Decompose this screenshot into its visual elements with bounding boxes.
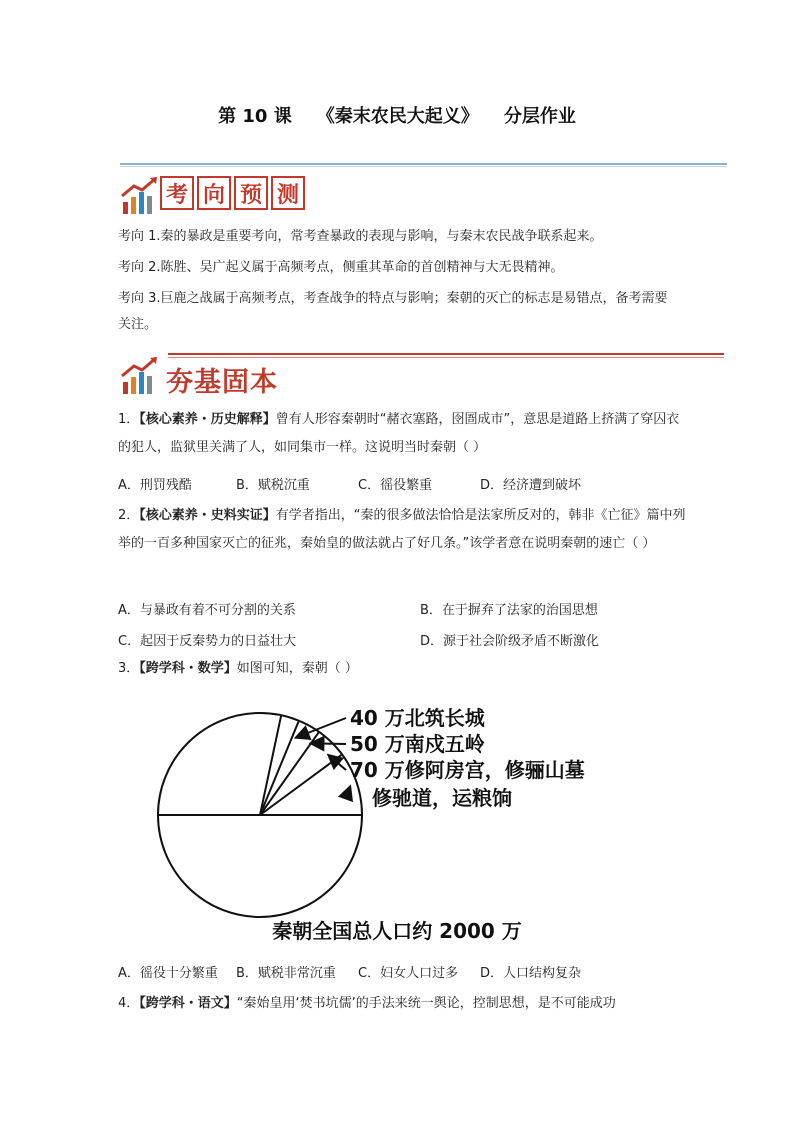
question-stem: 如图可知，秦朝（ ） <box>236 661 358 676</box>
chart-title: 秦朝全国总人口约 2000 万 <box>272 919 522 943</box>
question-number: 1． <box>118 412 140 427</box>
question-2 <box>118 502 688 558</box>
question-3 <box>118 655 688 683</box>
option-d[interactable]: D．人口结构复杂 <box>480 966 582 981</box>
question-tag: 【跨学科・语文】 <box>139 996 237 1011</box>
option-d[interactable]: D．经济遭到破坏 <box>480 478 582 493</box>
question-tag: 【核心素养・历史解释】 <box>139 412 276 427</box>
option-b[interactable]: B．赋税沉重 <box>236 478 310 493</box>
forecast-item: 考向 2.陈胜、吴广起义属于高频考点，侧重其革命的首创精神与大无畏精神。 <box>118 260 564 275</box>
option-a[interactable]: A．徭役十分繁重 <box>118 966 218 981</box>
option-a[interactable]: A．刑罚残酷 <box>118 478 192 493</box>
option-a[interactable]: A．与暴政有着不可分割的关系 <box>118 603 296 618</box>
page-title: 第 10 课 《秦末农民大起义》 分层作业 <box>218 106 576 127</box>
question-stem: “秦始皇用‘焚书坑儒’的手法来统一舆论，控制思想，是不可能成功 <box>236 996 616 1011</box>
slice-label: 40 万北筑长城 <box>350 706 485 730</box>
option-c[interactable]: C．妇女人口过多 <box>358 966 459 981</box>
option-c[interactable]: C．起因于反秦势力的日益壮大 <box>118 634 297 649</box>
slice-label: 70 万修阿房宫，修骊山墓 <box>350 758 585 782</box>
question-number: 4． <box>118 996 140 1011</box>
slice-label: 修驰道，运粮饷 <box>372 786 512 810</box>
question-stem: 有学者指出，“秦的很多做法恰恰是法家所反对的，韩非《亡征》篇中列举的一百多种国家灭亡的征兆，秦始皇的做法就占了好几条。”该学者意在说明秦朝的速亡（ ） <box>118 508 686 551</box>
forecast-item: 考向 1.秦的暴政是重要考向，常考查暴政的表现与影响，与秦末农民战争联系起来。 <box>118 229 603 244</box>
option-b[interactable]: B．在于摒弃了法家的治国思想 <box>420 603 598 618</box>
question-4 <box>118 990 688 1018</box>
bar-chart-logo-icon <box>120 176 160 216</box>
population-pie-chart <box>0 700 794 930</box>
basics-banner: 夯基固本 <box>166 367 278 398</box>
question-tag: 【核心素养・史料实证】 <box>139 508 276 523</box>
question-number: 3． <box>118 661 140 676</box>
title-divider <box>120 163 727 165</box>
section-divider-thin <box>168 357 724 358</box>
section-divider <box>168 353 724 355</box>
slice-arrow <box>312 743 346 744</box>
forecast-item: 考向 3.巨鹿之战属于高频考点，考查战争的特点与影响；秦朝的灭亡的标志是易错点，备考需要关注。 <box>118 291 668 332</box>
question-stem: 曾有人形容秦朝时“赭衣塞路，囹圄成市”，意思是道路上挤满了穿囚衣的犯人，监狱里关满了人，如同集市一样。这说明当时秦朝（ ） <box>118 412 680 455</box>
bar-chart-logo-icon <box>120 356 160 396</box>
question-number: 2． <box>118 508 140 523</box>
slice-label: 50 万南戍五岭 <box>350 732 485 756</box>
banner-char: 测 <box>271 176 305 210</box>
slice-arrow <box>346 788 350 798</box>
banner-char: 考 <box>160 176 194 210</box>
forecast-banner <box>160 176 305 210</box>
option-c[interactable]: C．徭役繁重 <box>358 478 433 493</box>
banner-char: 预 <box>234 176 268 210</box>
option-d[interactable]: D．源于社会阶级矛盾不断激化 <box>420 634 600 649</box>
question-tag: 【跨学科・数学】 <box>139 661 237 676</box>
question-1 <box>118 406 688 462</box>
title-divider-thin <box>120 166 727 167</box>
option-b[interactable]: B．赋税非常沉重 <box>236 966 336 981</box>
banner-char: 向 <box>197 176 231 210</box>
